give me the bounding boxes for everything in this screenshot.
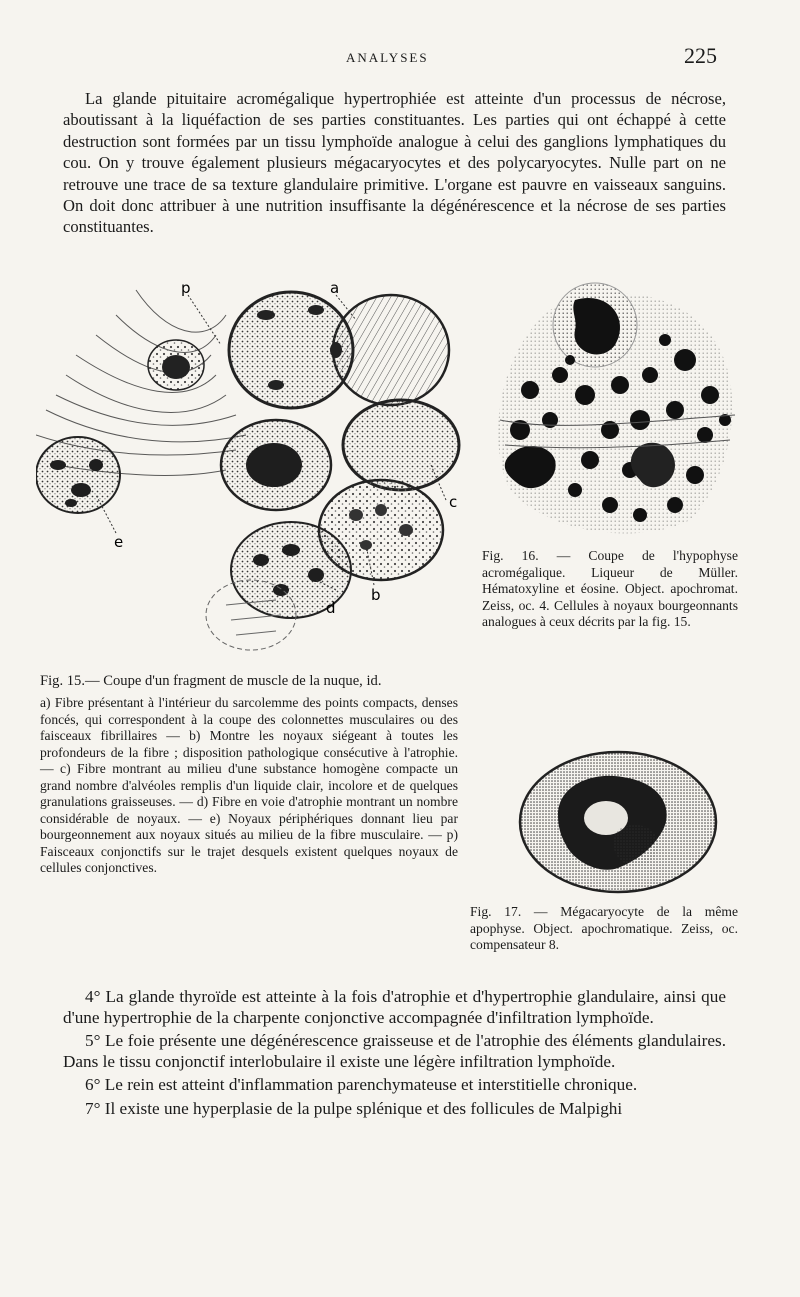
paragraph-thyroid: 4° La glande thyroïde est atteinte à la fois d'atrophie et d'hypertrophie glandulaire, ainsi que d'une hypertrophie de la charpente conjonctive accompagnée d'infiltration lymphoïde. xyxy=(63,987,726,1027)
fig15-label-p: p xyxy=(181,279,191,297)
lower-paragraphs xyxy=(63,987,726,1123)
fig15-label-a: a xyxy=(330,279,340,297)
figure-15-caption-title: Fig. 15.— Coupe d'un fragment de muscle de la nuque, id. xyxy=(40,673,382,689)
page-number: 225 xyxy=(684,43,717,68)
figure-17-caption: Fig. 17. — Mégacaryocyte de la même apophyse. Object. apochromatique. Zeiss, oc. compensateur 8. xyxy=(470,904,738,952)
figure-17-megakaryocyte xyxy=(518,750,718,900)
fig15-label-b: b xyxy=(371,586,381,604)
running-header: ANALYSES xyxy=(346,50,429,65)
paragraph-liver: 5° Le foie présente une dégénérescence graisseuse et de l'atrophie des éléments glandulaires. Dans le tissu conjonctif interlobulaire il existe une légère infiltration lymphoïde. xyxy=(63,1031,726,1071)
figure-16-hypophysis-cells xyxy=(490,280,740,540)
fig15-label-e: e xyxy=(114,533,124,551)
figure-15-muscle-section xyxy=(36,275,476,665)
paragraph-spleen: 7° Il existe une hyperplasie de la pulpe splénique et des follicules de Malpighi xyxy=(85,1098,623,1118)
fig15-label-c: c xyxy=(449,493,458,511)
fig15-label-d: d xyxy=(326,599,336,617)
paragraph-kidney: 6° Le rein est atteint d'inflammation parenchymateuse et interstitielle chronique. xyxy=(85,1075,638,1095)
figure-16-caption: Fig. 16. — Coupe de l'hypophyse acromégalique. Liqueur de Müller. Hématoxyline et éosine. Object. apochromat. Zeiss, oc. 4. Cellules à noyaux bourgeonnants analogues à ceux décrits par la fig. 15. xyxy=(482,548,738,629)
figure-15-caption-body: a) Fibre présentant à l'intérieur du sarcolemme des points compacts, denses foncés, qui correspondent à la coupe des colonnettes musculaires ou des faisceaux fibrillaires — b) Montre les noyaux siégeant à toutes les profondeurs de la fibre ; disposition pathologique consécutive à l'atrophie. — c) Fibre montrant au milieu d'une substance homogène compacte un grand nombre d'alvéoles remplis d'un liquide clair, incolore et de quelques granulations graisseuses. — d) Fibre en voie d'atrophie montrant un nombre considérable de noyaux. — e) Noyaux périphériques donnant lieu par bourgeonnement aux noyaux situés au milieu de la fibre musculaire. — p) Faisceaux conjonctifs sur le trajet desquels existent quelques noyaux de cellules conjonctives. xyxy=(40,695,458,875)
intro-paragraph: La glande pituitaire acromégalique hypertrophiée est atteinte d'un processus de nécrose, aboutissant à la liquéfaction de ses parties constituantes. Les parties qui ont échappé à cette destruction sont formées par un tissu lymphoïde analogue à celui des ganglions lymphatiques du cou. On y trouve également plusieurs mégacaryocytes et des polycaryocytes. Nulle part on ne retrouve une trace de sa texture glandulaire primitive. L'organe est pauvre en vaisseaux sanguins. On doit donc attribuer à une nutrition insuffisante la dégénérescence et la nécrose de ses parties constituantes. xyxy=(63,89,726,237)
